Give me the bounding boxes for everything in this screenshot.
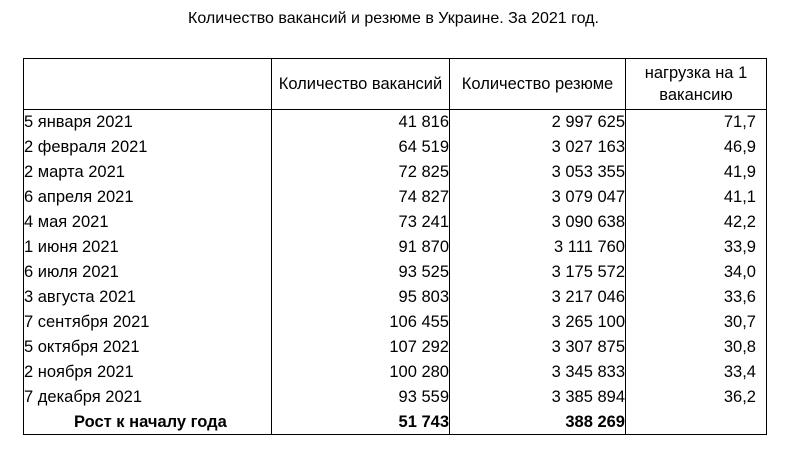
cell-load: 36,2 [626,385,767,410]
total-load [626,410,767,435]
cell-date: 6 июля 2021 [24,260,272,285]
cell-resumes: 3 053 355 [450,160,626,185]
table-body [24,110,767,435]
table-row [24,360,767,385]
cell-date: 7 сентября 2021 [24,310,272,335]
cell-resumes: 3 345 833 [450,360,626,385]
cell-vacancies: 95 803 [272,285,450,310]
cell-date: 4 мая 2021 [24,210,272,235]
cell-resumes: 3 265 100 [450,310,626,335]
cell-load: 42,2 [626,210,767,235]
header-vacancies: Количество вакансий [272,59,450,110]
table-row [24,185,767,210]
cell-load: 30,7 [626,310,767,335]
cell-vacancies: 106 455 [272,310,450,335]
cell-vacancies: 91 870 [272,235,450,260]
cell-resumes: 3 027 163 [450,135,626,160]
table-row [24,310,767,335]
total-resumes: 388 269 [450,410,626,435]
cell-vacancies: 64 519 [272,135,450,160]
table-row [24,135,767,160]
cell-load: 33,4 [626,360,767,385]
cell-vacancies: 73 241 [272,210,450,235]
cell-load: 34,0 [626,260,767,285]
cell-resumes: 3 307 875 [450,335,626,360]
cell-vacancies: 72 825 [272,160,450,185]
table-row [24,235,767,260]
cell-date: 2 февраля 2021 [24,135,272,160]
cell-date: 6 апреля 2021 [24,185,272,210]
table-row [24,385,767,410]
cell-resumes: 3 079 047 [450,185,626,210]
table-total-row [24,410,767,435]
cell-date: 1 июня 2021 [24,235,272,260]
cell-vacancies: 74 827 [272,185,450,210]
cell-vacancies: 100 280 [272,360,450,385]
cell-date: 5 октября 2021 [24,335,272,360]
cell-load: 41,9 [626,160,767,185]
cell-load: 30,8 [626,335,767,360]
table-row [24,210,767,235]
table-header-row [24,59,767,110]
header-resumes: Количество резюме [450,59,626,110]
page-title: Количество вакансий и резюме в Украине. За 2021 год. [188,10,599,27]
cell-resumes: 3 175 572 [450,260,626,285]
header-date [24,59,272,110]
table-row [24,110,767,136]
cell-resumes: 2 997 625 [450,110,626,136]
cell-date: 2 марта 2021 [24,160,272,185]
cell-date: 7 декабря 2021 [24,385,272,410]
cell-resumes: 3 217 046 [450,285,626,310]
vacancies-resumes-table [23,58,767,435]
cell-vacancies: 93 525 [272,260,450,285]
table-row [24,285,767,310]
cell-date: 3 августа 2021 [24,285,272,310]
header-load: нагрузка на 1 вакансию [626,59,767,110]
cell-date: 5 января 2021 [24,110,272,136]
cell-vacancies: 107 292 [272,335,450,360]
cell-load: 33,6 [626,285,767,310]
cell-vacancies: 41 816 [272,110,450,136]
total-vacancies: 51 743 [272,410,450,435]
cell-load: 46,9 [626,135,767,160]
cell-vacancies: 93 559 [272,385,450,410]
cell-load: 71,7 [626,110,767,136]
cell-date: 2 ноября 2021 [24,360,272,385]
total-label: Рост к началу года [24,410,272,435]
cell-resumes: 3 385 894 [450,385,626,410]
cell-load: 33,9 [626,235,767,260]
cell-resumes: 3 111 760 [450,235,626,260]
table-row [24,260,767,285]
table-row [24,160,767,185]
cell-resumes: 3 090 638 [450,210,626,235]
table-row [24,335,767,360]
cell-load: 41,1 [626,185,767,210]
